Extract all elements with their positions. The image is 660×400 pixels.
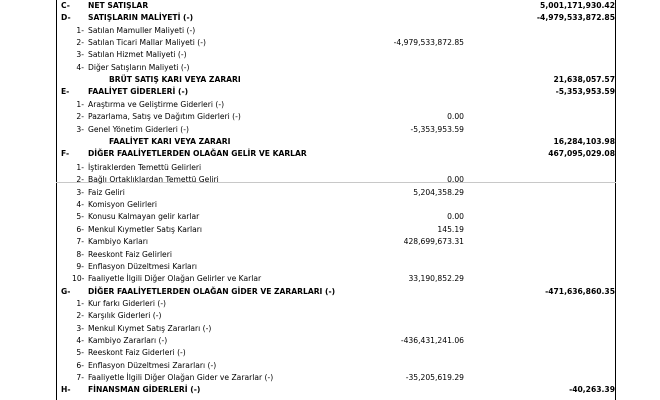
statement-row xyxy=(0,383,660,396)
row-section-code: C- xyxy=(61,1,70,10)
statement-row xyxy=(0,147,660,160)
statement-row xyxy=(0,223,660,236)
row-label: SATIŞLARIN MALİYETİ (-) xyxy=(88,13,194,23)
statement-row xyxy=(0,161,660,174)
row-detail-amount: 33,190,852.29 xyxy=(408,274,464,284)
row-label: Komisyon Gelirleri xyxy=(88,200,157,210)
statement-row xyxy=(0,260,660,273)
row-detail-amount: -35,205,619.29 xyxy=(405,373,464,382)
row-label: Satılan Mamuller Maliyeti (-) xyxy=(88,25,196,35)
row-label: İştiraklerden Temettü Gelirleri xyxy=(88,163,202,173)
statement-row xyxy=(0,73,660,86)
row-label: BRÜT SATIŞ KARI VEYA ZARARI xyxy=(109,75,241,85)
row-label: Reeskont Faiz Gelirleri xyxy=(88,249,172,259)
row-detail-amount: -5,353,953.59 xyxy=(410,124,464,134)
row-label: NET SATIŞLAR xyxy=(88,1,149,10)
row-item-number: 5- xyxy=(76,212,84,222)
row-label: Enflasyon Düzeltmesi Zararları (-) xyxy=(88,360,217,370)
row-item-number: 2- xyxy=(76,112,84,122)
row-detail-amount: 5,204,358.29 xyxy=(413,187,464,197)
row-label: Pazarlama, Satış ve Dağıtım Giderleri (-) xyxy=(88,112,241,122)
row-label: Genel Yönetim Giderleri (-) xyxy=(88,124,189,134)
statement-row xyxy=(0,135,660,148)
row-label: DİĞER FAALİYETLERDEN OLAĞAN GİDER VE ZARARLARI (-) xyxy=(88,286,336,296)
row-label: Menkul Kıymet Satış Zararları (-) xyxy=(88,323,212,333)
row-label: FAALİYET GİDERLERİ (-) xyxy=(88,87,189,97)
row-section-code: D- xyxy=(61,13,71,23)
row-total-amount: 5,001,171,930.42 xyxy=(540,1,615,10)
row-total-amount: 16,284,103.98 xyxy=(553,136,615,146)
row-item-number: 4- xyxy=(76,62,84,72)
row-label: Menkul Kıymetler Satış Karları xyxy=(88,224,203,234)
row-detail-amount: -4,979,533,872.85 xyxy=(393,38,464,48)
row-label: FİNANSMAN GİDERLERİ (-) xyxy=(88,385,201,395)
row-detail-amount: 145.19 xyxy=(437,224,464,234)
row-total-amount: -471,636,860.35 xyxy=(545,286,615,296)
row-item-number: 8- xyxy=(76,249,84,259)
row-label: DİĞER FAALİYETLERDEN OLAĞAN GELİR VE KARLAR xyxy=(88,149,307,159)
row-item-number: 3- xyxy=(76,323,84,333)
row-item-number: 4- xyxy=(76,200,84,210)
row-label: Araştırma ve Geliştirme Giderleri (-) xyxy=(88,99,225,109)
statement-row xyxy=(0,334,660,347)
statement-row xyxy=(0,235,660,248)
row-item-number: 1- xyxy=(76,163,84,173)
row-label: Bağlı Ortaklıklardan Temettü Geliri xyxy=(88,175,219,185)
row-label: Kambiyo Karları xyxy=(88,237,148,247)
row-item-number: 1- xyxy=(76,99,84,109)
row-label: Konusu Kalmayan gelir karlar xyxy=(88,212,200,222)
statement-row xyxy=(0,210,660,223)
row-item-number: 7- xyxy=(76,373,84,382)
row-total-amount: -5,353,953.59 xyxy=(555,87,615,97)
statement-row xyxy=(0,98,660,111)
row-item-number: 3- xyxy=(76,50,84,60)
row-item-number: 10- xyxy=(72,274,85,284)
row-label: Satılan Ticari Mallar Maliyeti (-) xyxy=(88,38,206,48)
statement-row xyxy=(0,123,660,136)
row-label: Satılan Hizmet Maliyeti (-) xyxy=(88,50,187,60)
row-label: Faiz Geliri xyxy=(88,187,125,197)
statement-row xyxy=(0,272,660,285)
row-label: Faaliyetle İlgili Diğer Olağan Gelirler ve Karlar xyxy=(88,274,262,284)
statement-row xyxy=(0,11,660,24)
row-item-number: 6- xyxy=(76,224,84,234)
statement-row xyxy=(0,0,660,12)
row-section-code: H- xyxy=(61,385,71,395)
statement-row xyxy=(0,359,660,372)
row-label: Enflasyon Düzeltmesi Karları xyxy=(88,261,197,271)
row-item-number: 1- xyxy=(76,298,84,308)
row-item-number: 4- xyxy=(76,335,84,345)
statement-row xyxy=(0,61,660,74)
row-label: FAALİYET KARI VEYA ZARARI xyxy=(109,136,231,146)
statement-row xyxy=(0,110,660,123)
statement-row xyxy=(0,248,660,261)
row-label: Kur farkı Giderleri (-) xyxy=(88,298,167,308)
row-item-number: 2- xyxy=(76,38,84,48)
statement-row xyxy=(0,85,660,98)
row-section-code: E- xyxy=(61,87,70,97)
row-detail-amount: 0.00 xyxy=(447,175,464,185)
row-item-number: 3- xyxy=(76,187,84,197)
row-label: Diğer Satışların Maliyeti (-) xyxy=(88,62,190,72)
row-detail-amount: -436,431,241.06 xyxy=(400,335,464,345)
row-label: Karşılık Giderleri (-) xyxy=(88,311,162,321)
statement-row xyxy=(0,346,660,359)
statement-row xyxy=(0,371,660,384)
row-item-number: 7- xyxy=(76,237,84,247)
row-item-number: 2- xyxy=(76,311,84,321)
row-total-amount: 21,638,057.57 xyxy=(553,75,615,85)
statement-row xyxy=(0,24,660,37)
statement-row xyxy=(0,309,660,322)
row-total-amount: 467,095,029.08 xyxy=(548,149,615,159)
row-detail-amount: 0.00 xyxy=(447,112,464,122)
row-label: Faaliyetle İlgili Diğer Olağan Gider ve Zararlar (-) xyxy=(88,373,274,382)
statement-row xyxy=(0,36,660,49)
row-detail-amount: 0.00 xyxy=(447,212,464,222)
row-label: Kambiyo Zararları (-) xyxy=(88,335,168,345)
statement-row xyxy=(0,48,660,61)
row-detail-amount: 428,699,673.31 xyxy=(403,237,464,247)
statement-row xyxy=(0,198,660,211)
statement-row xyxy=(0,186,660,199)
row-section-code: G- xyxy=(61,286,71,296)
statement-row xyxy=(0,285,660,298)
row-item-number: 3- xyxy=(76,124,84,134)
row-item-number: 2- xyxy=(76,175,84,185)
row-total-amount: -40,263.39 xyxy=(569,385,615,395)
row-section-code: F- xyxy=(61,149,70,159)
row-total-amount: -4,979,533,872.85 xyxy=(536,13,615,23)
statement-row xyxy=(0,297,660,310)
row-label: Reeskont Faiz Giderleri (-) xyxy=(88,348,186,358)
statement-row xyxy=(0,173,660,186)
row-item-number: 9- xyxy=(76,261,84,271)
row-item-number: 1- xyxy=(76,25,84,35)
statement-row xyxy=(0,322,660,335)
row-item-number: 6- xyxy=(76,360,84,370)
row-item-number: 5- xyxy=(76,348,84,358)
